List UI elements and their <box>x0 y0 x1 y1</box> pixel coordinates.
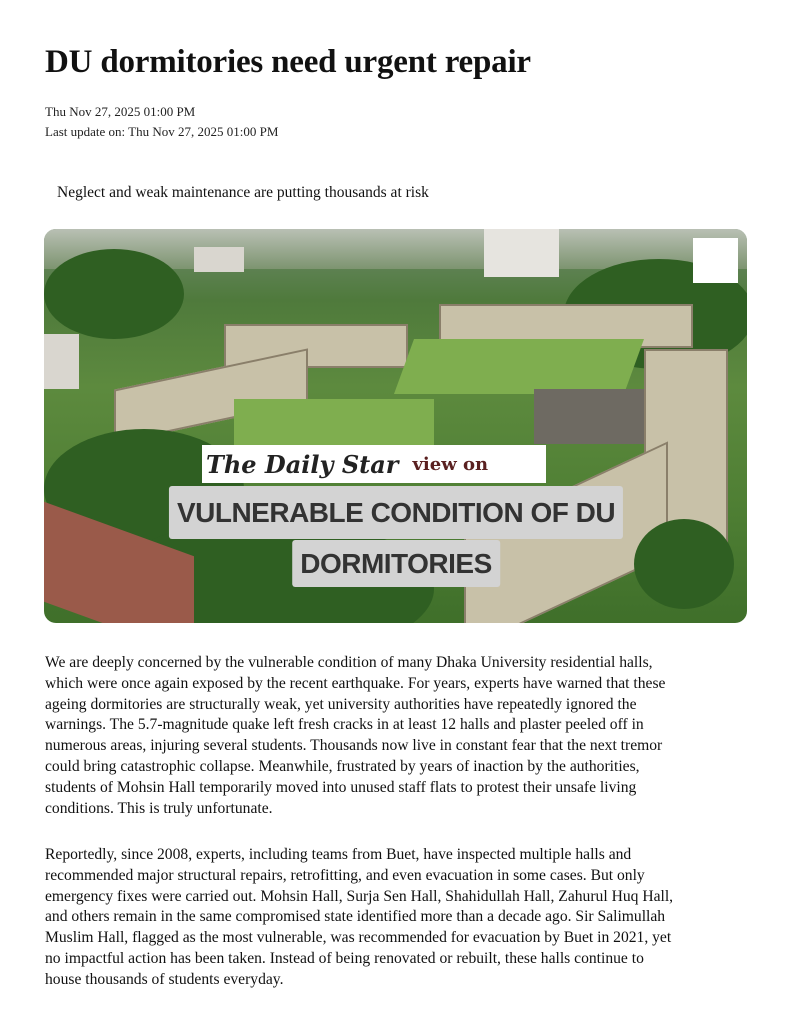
text-line: Reportedly, since 2008, experts, including teams from Buet, have inspected multiple halls and <box>45 846 632 863</box>
text-line: which were once again exposed by the recent earthquake. For years, experts have warned that these <box>45 674 666 692</box>
text-line: recommended major structural repairs, retrofitting, and even evacuation in some cases. But only <box>45 866 645 884</box>
text-line: students of Mohsin Hall temporarily moved into unused staff flats to protest their unsafe living <box>45 778 637 796</box>
text-line: numerous areas, injuring several students. Thousands now live in constant fear that the next tremor <box>45 737 663 755</box>
view-on-label: view on <box>412 453 489 475</box>
publish-date: Thu Nov 27, 2025 01:00 PM <box>45 104 196 119</box>
last-update-date: Last update on: Thu Nov 27, 2025 01:00 PM <box>45 124 279 139</box>
text-line: ageing dormitories are structurally weak, yet university authorities have repeatedly ignored the <box>45 695 637 713</box>
body-paragraph-1 <box>45 653 665 819</box>
daily-star-logo <box>202 445 546 483</box>
logo-text: The Daily Star <box>206 449 399 479</box>
text-line: emergency fixes were carried out. Mohsin Hall, Surja Sen Hall, Shahidullah Hall, Zahurul Huq Hall, <box>45 887 674 905</box>
text-line: conditions. This is truly unfortunate. <box>45 799 273 817</box>
text-line: could bring catastrophic collapse. Meanwhile, frustrated by years of inaction by the authorities, <box>45 757 640 775</box>
hero-banner-line-2: DORMITORIES <box>292 540 500 587</box>
article-title: DU dormitories need urgent repair <box>45 44 531 80</box>
text-line: house thousands of students everyday. <box>45 970 284 988</box>
text-line: Muslim Hall, flagged as the most vulnerable, was recommended for evacuation by Buet in 2021, yet <box>45 929 672 947</box>
text-line: warnings. The 5.7-magnitude quake left fresh cracks in at least 12 halls and plaster peeled off in <box>45 716 644 734</box>
hero-banner-line-1: VULNERABLE CONDITION OF DU <box>169 486 623 539</box>
article-subtitle: Neglect and weak maintenance are putting thousands at risk <box>57 184 429 201</box>
body-paragraph-2 <box>45 845 673 991</box>
text-line: We are deeply concerned by the vulnerable condition of many Dhaka University residential halls, <box>45 654 653 671</box>
text-line: no impactful action has been taken. Instead of being renovated or rebuilt, these halls continue to <box>45 949 644 967</box>
image-corner-badge <box>693 238 738 283</box>
text-line: and others remain in the same compromised state identified more than a decade ago. Sir Salimullah <box>45 908 666 926</box>
